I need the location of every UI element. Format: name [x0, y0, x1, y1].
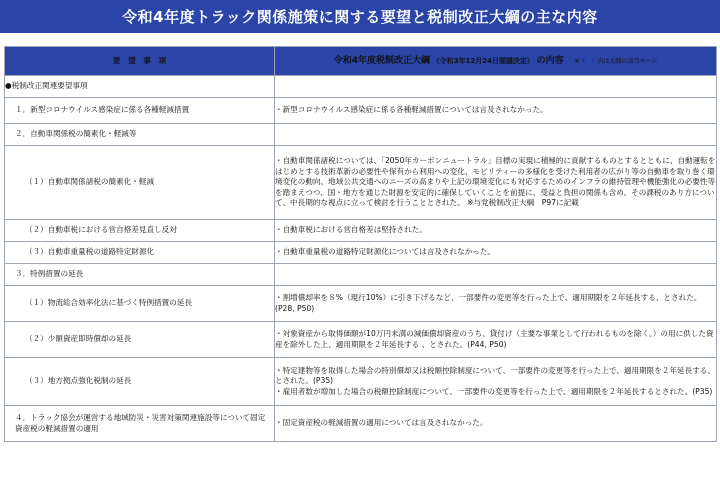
- header-request-items: 要 望 事 項: [5, 47, 275, 76]
- row-response: [275, 264, 717, 286]
- row-response: ・割増償却率を８%（現行10%）に引き下げるなど、一部要件の変更等を行った上で、適用期限を２年延長する、とされた。(P28, P50): [275, 286, 717, 322]
- table-row: [5, 264, 717, 286]
- row-request: １．新型コロナウイルス感染症に係る各種軽減措置: [5, 98, 275, 124]
- row-request: （１）自動車関係諸税の簡素化・軽減: [5, 146, 275, 220]
- table-row: [5, 98, 717, 124]
- row-response: [275, 124, 717, 146]
- row-response: ・自動車重量税の道路特定財源化については言及されなかった。: [275, 242, 717, 264]
- row-response: ・新型コロナウイルス感染症に係る各種軽減措置については言及されなかった。: [275, 98, 717, 124]
- row-response: ・特定建物等を取得した場合の特別償却又は税額控除制度について、一部要件の変更等を行った上で、適用期限を２年延長する、とされた。(P35) ・雇用者数が増加した場合の税額控除制度について、一部要件の変更等を行った上で、適用期限を２年延長するとされた。(P35): [275, 358, 717, 406]
- row-request-section-heading: ●税制改正関連要望事項: [5, 76, 275, 98]
- row-request: （１）物流総合効率化法に基づく特例措置の延長: [5, 286, 275, 322]
- row-request: （２）自動車税における営自格差見直し反対: [5, 220, 275, 242]
- table-row: [5, 220, 717, 242]
- table-row: [5, 242, 717, 264]
- row-response: [275, 76, 717, 98]
- table-row: [5, 124, 717, 146]
- row-response: ・対象資産から取得価額が10万円未満の減価償却資産のうち、貸付け（主要な事業として行われるものを除く。）の用に供した資産を除外した上、適用期限を２年延長する 、とされた。(P44, P50): [275, 322, 717, 358]
- table-row: [5, 76, 717, 98]
- row-request: （２）少額資産即時償却の延長: [5, 322, 275, 358]
- table-row: [5, 322, 717, 358]
- row-request: （３）地方拠点強化税制の延長: [5, 358, 275, 406]
- row-request-section-heading: ２．自動車関係税の簡素化・軽減等: [5, 124, 275, 146]
- page-title: 令和4年度トラック関係施策に関する要望と税制改正大綱の主な内容: [0, 0, 720, 33]
- row-request-section-heading: ３．特例措置の延長: [5, 264, 275, 286]
- table-row: [5, 406, 717, 442]
- policy-table: [4, 46, 717, 442]
- row-request: ４．トラック協会が運営する地域防災・災害対策関連施設等について固定資産税の軽減措置の適用: [5, 406, 275, 442]
- row-response: ・自動車税における営自格差は堅持された。: [275, 220, 717, 242]
- header-tax-reform-title: 令和4年度税制改正大綱: [333, 55, 430, 66]
- table-row: [5, 146, 717, 220]
- header-cabinet-date: （令和3年12月24日閣議決定）: [432, 56, 535, 65]
- table-header-row: [5, 47, 717, 76]
- header-page-note: ※（ ）内は大綱の該当ページ: [574, 57, 658, 65]
- row-request: （３）自動車重量税の道路特定財源化: [5, 242, 275, 264]
- row-response: ・固定資産税の軽減措置の適用については言及されなかった。: [275, 406, 717, 442]
- header-content-label: の内容: [536, 55, 564, 66]
- row-response: ・自動車関係諸税については、「2050年カーボンニュートラル」目標の実現に積極的に貢献するものとするとともに、自動運転をはじめとする技術革新の必要性や保有から利用への変化、モビリティーの多様化を受けた利用者の広がり等の自動車を取り巻く環境変化の動向、地域公共交通へのニーズの高まりや上記の環境変化にも対応するためのインフラの維持管理や機能強化の必要性等を踏まえつつ、国・地方を通じた財源を安定的に確保していくことを前提に、受益と負担の関係も含め、その課税のあり方について、中長期的な視点に立って検討を行うこととされた。 ※与党税制改正大綱 P97に記載: [275, 146, 717, 220]
- table-row: [5, 286, 717, 322]
- table-row: [5, 358, 717, 406]
- header-tax-reform-content: [275, 47, 717, 76]
